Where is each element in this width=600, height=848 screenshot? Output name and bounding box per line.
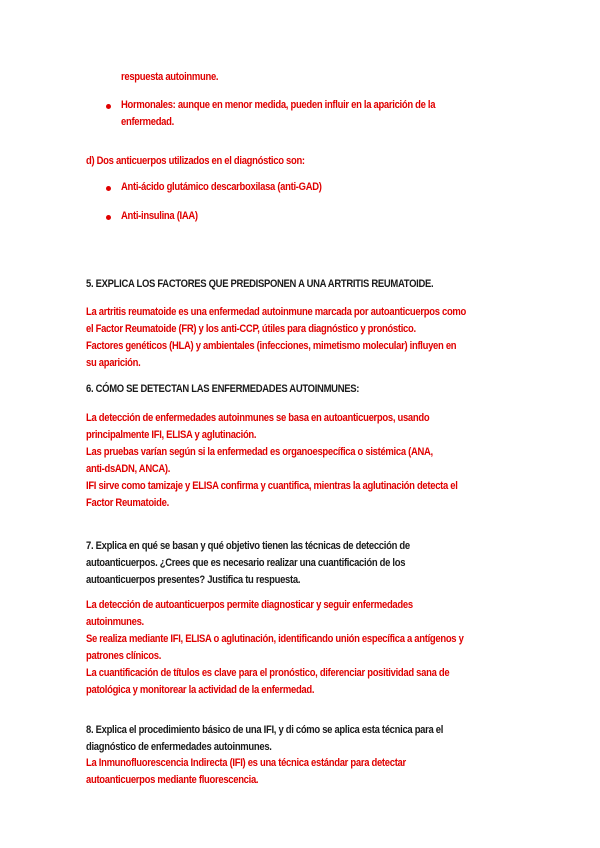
antibody-item-anti-gad: Anti-ácido glutámico descarboxilasa (anti-GAD) <box>121 181 322 193</box>
question-7-heading: 7. Explica en qué se basan y qué objetivo tienen las técnicas de detección de autoanticuerpos. ¿Crees que es necesario realizar una cuantificación de los autoanticuerpos presentes? Justifica tu respuesta. <box>86 540 410 586</box>
bullet-icon <box>106 104 111 109</box>
bullet-icon <box>106 186 111 191</box>
intro-continuation: respuesta autoinmune. <box>121 71 219 83</box>
question-7-answer: La detección de autoanticuerpos permite diagnosticar y seguir enfermedades autoinmunes. Se realiza mediante IFI, ELISA o aglutinación, identificando unión específica a antígenos y patrones clínicos. La cuantificación de títulos es clave para el pronóstico, diferenciar positividad sana de patológica y monitorear la actividad de la enfermedad. <box>86 599 464 696</box>
question-8-answer: La Inmunofluorescencia Indirecta (IFI) es una técnica estándar para detectar autoanticuerpos mediante fluorescencia. <box>86 757 406 786</box>
question-5-answer: La artritis reumatoide es una enfermedad autoinmune marcada por autoanticuerpos como el Factor Reumatoide (FR) y los anti-CCP, útiles para diagnóstico y pronóstico. Factores genéticos (HLA) y ambientales (infecciones, mimetismo molecular) influyen en su aparición. <box>86 306 467 369</box>
question-8-heading: 8. Explica el procedimiento básico de una IFI, y di cómo se aplica esta técnica para el diagnóstico de enfermedades autoinmunes. <box>86 724 444 753</box>
question-6-heading: 6. CÓMO SE DETECTAN LAS ENFERMEDADES AUTOINMUNES: <box>86 383 360 395</box>
section-d-heading: d) Dos anticuerpos utilizados en el diagnóstico son: <box>86 155 305 167</box>
bullet-icon <box>106 215 111 220</box>
question-6-answer: La detección de enfermedades autoinmunes se basa en autoanticuerpos, usando principalmente IFI, ELISA y aglutinación. Las pruebas varían según si la enfermedad es organoespecífica o sistémica (ANA, anti-dsADN, ANCA). IFI sirve como tamizaje y ELISA confirma y cuantifica, mientras la aglutinación detecta el Factor Reumatoide. <box>86 412 458 509</box>
bullet-hormonales: Hormonales: aunque en menor medida, pueden influir en la aparición de la enfermedad. <box>121 99 436 128</box>
question-5-heading: 5. EXPLICA LOS FACTORES QUE PREDISPONEN A UNA ARTRITIS REUMATOIDE. <box>86 278 434 290</box>
antibody-item-iaa: Anti-insulina (IAA) <box>121 210 198 222</box>
